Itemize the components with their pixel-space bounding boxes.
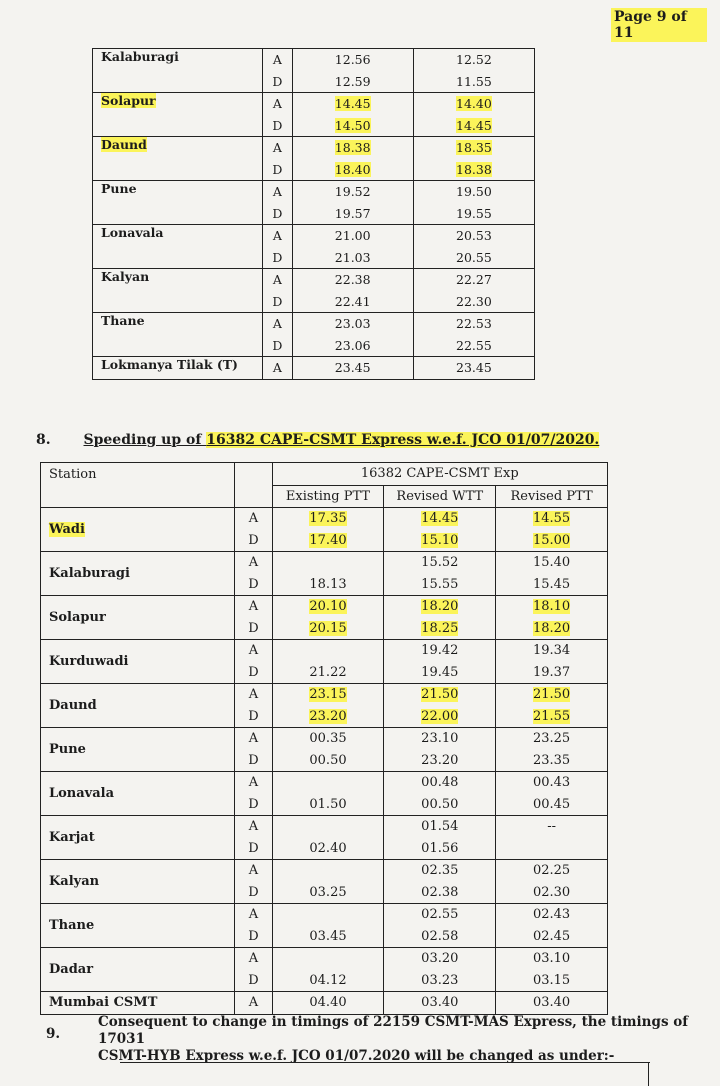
station-name	[93, 181, 263, 225]
timetable-16382	[40, 462, 608, 1015]
header-row-1	[41, 463, 608, 486]
timetable-continued	[92, 48, 535, 380]
station-name	[41, 948, 235, 992]
arrival-flag: A	[235, 992, 272, 1015]
time-value: 20.53	[456, 228, 492, 244]
time-cell-ptt	[496, 508, 608, 530]
table2-row	[41, 904, 608, 926]
arrival-flag: A	[235, 596, 272, 618]
time-cell	[292, 71, 413, 93]
time-cell-wtt: 02.35	[384, 860, 496, 882]
time-value: 19.50	[456, 184, 492, 200]
next-table-side-border	[648, 1062, 649, 1086]
station-name	[93, 137, 263, 181]
station-label: Thane	[101, 313, 145, 328]
arrival-flag: A	[235, 640, 272, 662]
table1-row	[93, 269, 535, 291]
time-value: 14.45	[456, 117, 492, 133]
station-name	[41, 552, 235, 596]
time-cell-ptt: 02.30	[496, 882, 608, 904]
time-cell-ptt	[496, 838, 608, 860]
time-cell-ptt: 23.35	[496, 750, 608, 772]
time-cell-ptt: 03.15	[496, 970, 608, 992]
departure-flag: D	[263, 335, 293, 357]
time-cell-ex	[272, 596, 384, 618]
time-cell-ptt	[496, 618, 608, 640]
header-station: Station	[41, 463, 235, 508]
arrival-flag: A	[263, 181, 293, 203]
time-cell-ex	[272, 706, 384, 728]
arrival-flag: A	[235, 772, 272, 794]
departure-flag: D	[235, 794, 272, 816]
station-label: Pune	[49, 742, 86, 757]
header-train: 16382 CAPE-CSMT Exp	[272, 463, 607, 486]
time-value: 14.45	[421, 511, 459, 527]
time-value: 23.15	[309, 687, 347, 703]
time-value: 15.00	[532, 532, 571, 548]
station-label: Wadi	[49, 522, 85, 537]
time-cell-ptt: 19.34	[496, 640, 608, 662]
arrival-flag: A	[263, 49, 293, 71]
page-number: Page 9 of 11	[611, 8, 707, 42]
time-cell-ex: 03.25	[272, 882, 384, 904]
table2-row	[41, 684, 608, 706]
arrival-flag: A	[235, 904, 272, 926]
time-value: 18.38	[456, 161, 492, 177]
time-value: 18.10	[532, 599, 571, 615]
arrival-flag: A	[235, 684, 272, 706]
time-cell-ex	[272, 530, 384, 552]
time-cell-wtt: 01.56	[384, 838, 496, 860]
time-cell-wtt: 03.23	[384, 970, 496, 992]
time-value: 18.20	[532, 620, 571, 636]
station-name	[41, 640, 235, 684]
time-cell	[413, 313, 534, 335]
time-cell-wtt	[384, 706, 496, 728]
time-value: 14.40	[456, 96, 492, 112]
time-cell-wtt: 15.55	[384, 574, 496, 596]
header-wtt: Revised WTT	[384, 485, 496, 508]
time-cell-ex: 04.12	[272, 970, 384, 992]
time-cell-ptt: 02.43	[496, 904, 608, 926]
station-name	[41, 728, 235, 772]
time-cell-ex	[272, 640, 384, 662]
station-name	[93, 313, 263, 357]
table2-row	[41, 596, 608, 618]
header-existing: Existing PTT	[272, 485, 384, 508]
time-value: 21.55	[532, 708, 571, 724]
time-cell-wtt	[384, 508, 496, 530]
time-value: 22.00	[421, 708, 459, 724]
time-cell-wtt: 00.50	[384, 794, 496, 816]
time-value: 18.20	[421, 599, 459, 615]
station-label: Kalaburagi	[49, 566, 130, 581]
station-name	[41, 772, 235, 816]
time-cell	[413, 71, 534, 93]
time-cell-ptt: 03.10	[496, 948, 608, 970]
time-cell-wtt: 00.48	[384, 772, 496, 794]
section-number: 8.	[36, 432, 51, 448]
time-cell-ex	[272, 508, 384, 530]
station-name	[93, 269, 263, 313]
time-cell	[292, 247, 413, 269]
table1-row	[93, 225, 535, 247]
time-cell-ptt	[496, 684, 608, 706]
table2-row	[41, 640, 608, 662]
departure-flag: D	[235, 750, 272, 772]
arrival-flag: A	[263, 93, 293, 115]
arrival-flag: A	[235, 728, 272, 750]
time-cell-ptt: --	[496, 816, 608, 838]
time-value: 22.27	[456, 272, 492, 288]
time-value: 15.10	[421, 532, 459, 548]
station-label: Kalaburagi	[101, 49, 179, 64]
time-cell	[292, 335, 413, 357]
time-value: 14.50	[334, 117, 371, 133]
time-cell-wtt: 01.54	[384, 816, 496, 838]
header-ad	[235, 463, 272, 508]
time-cell-ptt: 00.45	[496, 794, 608, 816]
time-cell-ex	[272, 860, 384, 882]
station-name	[41, 508, 235, 552]
time-cell	[413, 93, 534, 115]
station-name	[41, 904, 235, 948]
table1-row	[93, 137, 535, 159]
time-value: 18.38	[334, 140, 371, 156]
time-cell-ex: 00.35	[272, 728, 384, 750]
table1-row	[93, 357, 535, 380]
time-cell-ex	[272, 948, 384, 970]
time-cell	[292, 225, 413, 247]
arrival-flag: A	[263, 313, 293, 335]
time-cell	[292, 269, 413, 291]
table2-row	[41, 552, 608, 574]
time-cell	[413, 269, 534, 291]
time-cell-ex: 04.40	[272, 992, 384, 1015]
time-value: 22.38	[334, 272, 371, 288]
time-value: 11.55	[456, 73, 492, 89]
time-value: 21.00	[334, 228, 371, 244]
time-cell	[413, 225, 534, 247]
departure-flag: D	[235, 662, 272, 684]
time-cell-wtt: 19.45	[384, 662, 496, 684]
departure-flag: D	[263, 247, 293, 269]
time-cell-ex	[272, 772, 384, 794]
time-value: 21.50	[421, 687, 459, 703]
time-cell	[413, 291, 534, 313]
time-cell-wtt	[384, 618, 496, 640]
station-label: Kalyan	[49, 874, 100, 889]
time-cell-wtt: 23.20	[384, 750, 496, 772]
time-cell	[413, 335, 534, 357]
section-9-number: 9.	[46, 1026, 61, 1042]
time-cell-ex: 03.45	[272, 926, 384, 948]
departure-flag: D	[235, 838, 272, 860]
section-title-highlight: 16382 CAPE-CSMT Express w.e.f. JCO 01/07/2020.	[206, 432, 600, 448]
departure-flag: D	[235, 618, 272, 640]
departure-flag: D	[263, 115, 293, 137]
station-name	[41, 816, 235, 860]
time-value: 14.45	[334, 96, 371, 112]
table1-row	[93, 313, 535, 335]
time-cell	[292, 115, 413, 137]
departure-flag: D	[235, 530, 272, 552]
station-label: Kurduwadi	[49, 654, 129, 669]
time-cell-wtt	[384, 530, 496, 552]
time-value: 20.10	[309, 599, 347, 615]
departure-flag: D	[263, 159, 293, 181]
time-cell-ptt: 00.43	[496, 772, 608, 794]
section-title: Speeding up of 16382 CAPE-CSMT Express w.e.f. JCO 01/07/2020.	[83, 432, 600, 448]
table2-row	[41, 728, 608, 750]
station-name	[41, 596, 235, 640]
departure-flag: D	[235, 706, 272, 728]
departure-flag: D	[263, 203, 293, 225]
station-label: Daund	[101, 137, 147, 152]
departure-flag: D	[263, 71, 293, 93]
station-name	[93, 49, 263, 93]
time-value: 21.50	[532, 687, 571, 703]
arrival-flag: A	[263, 225, 293, 247]
time-value: 22.55	[456, 337, 492, 353]
time-value: 12.56	[334, 52, 371, 68]
time-cell-wtt: 23.10	[384, 728, 496, 750]
station-label: Thane	[49, 918, 95, 933]
time-cell-ex	[272, 816, 384, 838]
time-cell-ex: 00.50	[272, 750, 384, 772]
table2-row	[41, 860, 608, 882]
time-cell	[292, 49, 413, 71]
time-cell-ptt: 03.40	[496, 992, 608, 1015]
time-value: 23.20	[309, 708, 347, 724]
section-8-heading	[36, 432, 599, 448]
time-value: 14.55	[532, 511, 571, 527]
time-value: 12.59	[334, 73, 371, 89]
table2-row	[41, 508, 608, 530]
time-value: 21.03	[334, 249, 371, 265]
time-cell-wtt	[384, 596, 496, 618]
station-label: Lonavala	[101, 225, 164, 240]
time-value: 18.40	[334, 161, 371, 177]
time-cell: 23.45	[413, 357, 534, 380]
time-cell	[413, 203, 534, 225]
time-cell-ptt: 15.40	[496, 552, 608, 574]
time-cell	[292, 203, 413, 225]
station-label: Karjat	[49, 830, 95, 845]
time-value: 20.15	[309, 620, 347, 636]
time-cell-wtt: 03.40	[384, 992, 496, 1015]
time-value: 17.40	[309, 532, 347, 548]
time-cell-ptt: 23.25	[496, 728, 608, 750]
arrival-flag: A	[235, 508, 272, 530]
time-cell-wtt	[384, 684, 496, 706]
station-name: Lokmanya Tilak (T)	[93, 357, 263, 380]
time-cell	[292, 93, 413, 115]
table2-row	[41, 992, 608, 1015]
time-value: 17.35	[309, 511, 347, 527]
table1-row	[93, 181, 535, 203]
header-ptt: Revised PTT	[496, 485, 608, 508]
station-name	[93, 93, 263, 137]
arrival-flag: A	[263, 137, 293, 159]
time-cell	[413, 247, 534, 269]
arrival-flag: A	[263, 357, 293, 380]
time-value: 19.55	[456, 205, 492, 221]
station-label: Pune	[101, 181, 137, 196]
station-label: Solapur	[49, 610, 106, 625]
station-name	[41, 860, 235, 904]
time-cell	[413, 137, 534, 159]
section-9-text: Consequent to change in timings of 22159 CSMT-MAS Express, the timings of 17031 CSMT-HYB Express w.e.f. JCO 01/07.2020 will be changed as under:-	[98, 1014, 689, 1064]
time-cell	[413, 115, 534, 137]
time-cell-wtt: 02.55	[384, 904, 496, 926]
time-cell	[413, 181, 534, 203]
time-cell	[413, 49, 534, 71]
station-label: Daund	[49, 698, 97, 713]
time-value: 12.52	[456, 52, 492, 68]
time-cell-wtt: 19.42	[384, 640, 496, 662]
time-value: 22.30	[456, 293, 492, 309]
table1-row	[93, 93, 535, 115]
station-label: Solapur	[101, 93, 156, 108]
time-value: 18.35	[456, 140, 492, 156]
arrival-flag: A	[235, 816, 272, 838]
time-value: 22.53	[456, 316, 492, 332]
time-cell-ex: 18.13	[272, 574, 384, 596]
time-cell-ex: 21.22	[272, 662, 384, 684]
time-cell	[292, 313, 413, 335]
station-name	[93, 225, 263, 269]
time-cell-ptt	[496, 530, 608, 552]
time-value: 23.03	[334, 316, 371, 332]
arrival-flag: A	[235, 860, 272, 882]
station-name	[41, 684, 235, 728]
table2-row	[41, 948, 608, 970]
time-cell-ex	[272, 904, 384, 926]
time-cell-ptt	[496, 596, 608, 618]
station-label: Kalyan	[101, 269, 150, 284]
time-cell: 23.45	[292, 357, 413, 380]
table2-row	[41, 816, 608, 838]
time-value: 19.52	[334, 184, 371, 200]
time-cell-wtt: 03.20	[384, 948, 496, 970]
station-name: Mumbai CSMT	[41, 992, 235, 1015]
time-value: 22.41	[334, 293, 371, 309]
time-cell	[292, 137, 413, 159]
departure-flag: D	[235, 882, 272, 904]
time-cell	[413, 159, 534, 181]
time-value: 18.25	[421, 620, 459, 636]
time-cell-ex	[272, 684, 384, 706]
table1-row	[93, 49, 535, 71]
arrival-flag: A	[235, 948, 272, 970]
time-cell-ex: 01.50	[272, 794, 384, 816]
table2-row	[41, 772, 608, 794]
station-label: Dadar	[49, 962, 94, 977]
time-cell-ptt	[496, 706, 608, 728]
time-cell	[292, 291, 413, 313]
time-cell-ex	[272, 552, 384, 574]
time-value: 23.06	[334, 337, 371, 353]
arrival-flag: A	[263, 269, 293, 291]
time-cell-ptt: 15.45	[496, 574, 608, 596]
time-cell	[292, 159, 413, 181]
time-cell-ex	[272, 618, 384, 640]
time-value: 19.57	[334, 205, 371, 221]
next-table-top-border	[120, 1062, 650, 1063]
time-value: 20.55	[456, 249, 492, 265]
time-cell-wtt: 02.58	[384, 926, 496, 948]
departure-flag: D	[263, 291, 293, 313]
time-cell-ptt: 02.45	[496, 926, 608, 948]
time-cell	[292, 181, 413, 203]
time-cell-ptt: 19.37	[496, 662, 608, 684]
arrival-flag: A	[235, 552, 272, 574]
time-cell-ex: 02.40	[272, 838, 384, 860]
time-cell-ptt: 02.25	[496, 860, 608, 882]
station-label: Lonavala	[49, 786, 115, 801]
time-cell-wtt: 02.38	[384, 882, 496, 904]
time-cell-wtt: 15.52	[384, 552, 496, 574]
departure-flag: D	[235, 926, 272, 948]
departure-flag: D	[235, 574, 272, 596]
departure-flag: D	[235, 970, 272, 992]
